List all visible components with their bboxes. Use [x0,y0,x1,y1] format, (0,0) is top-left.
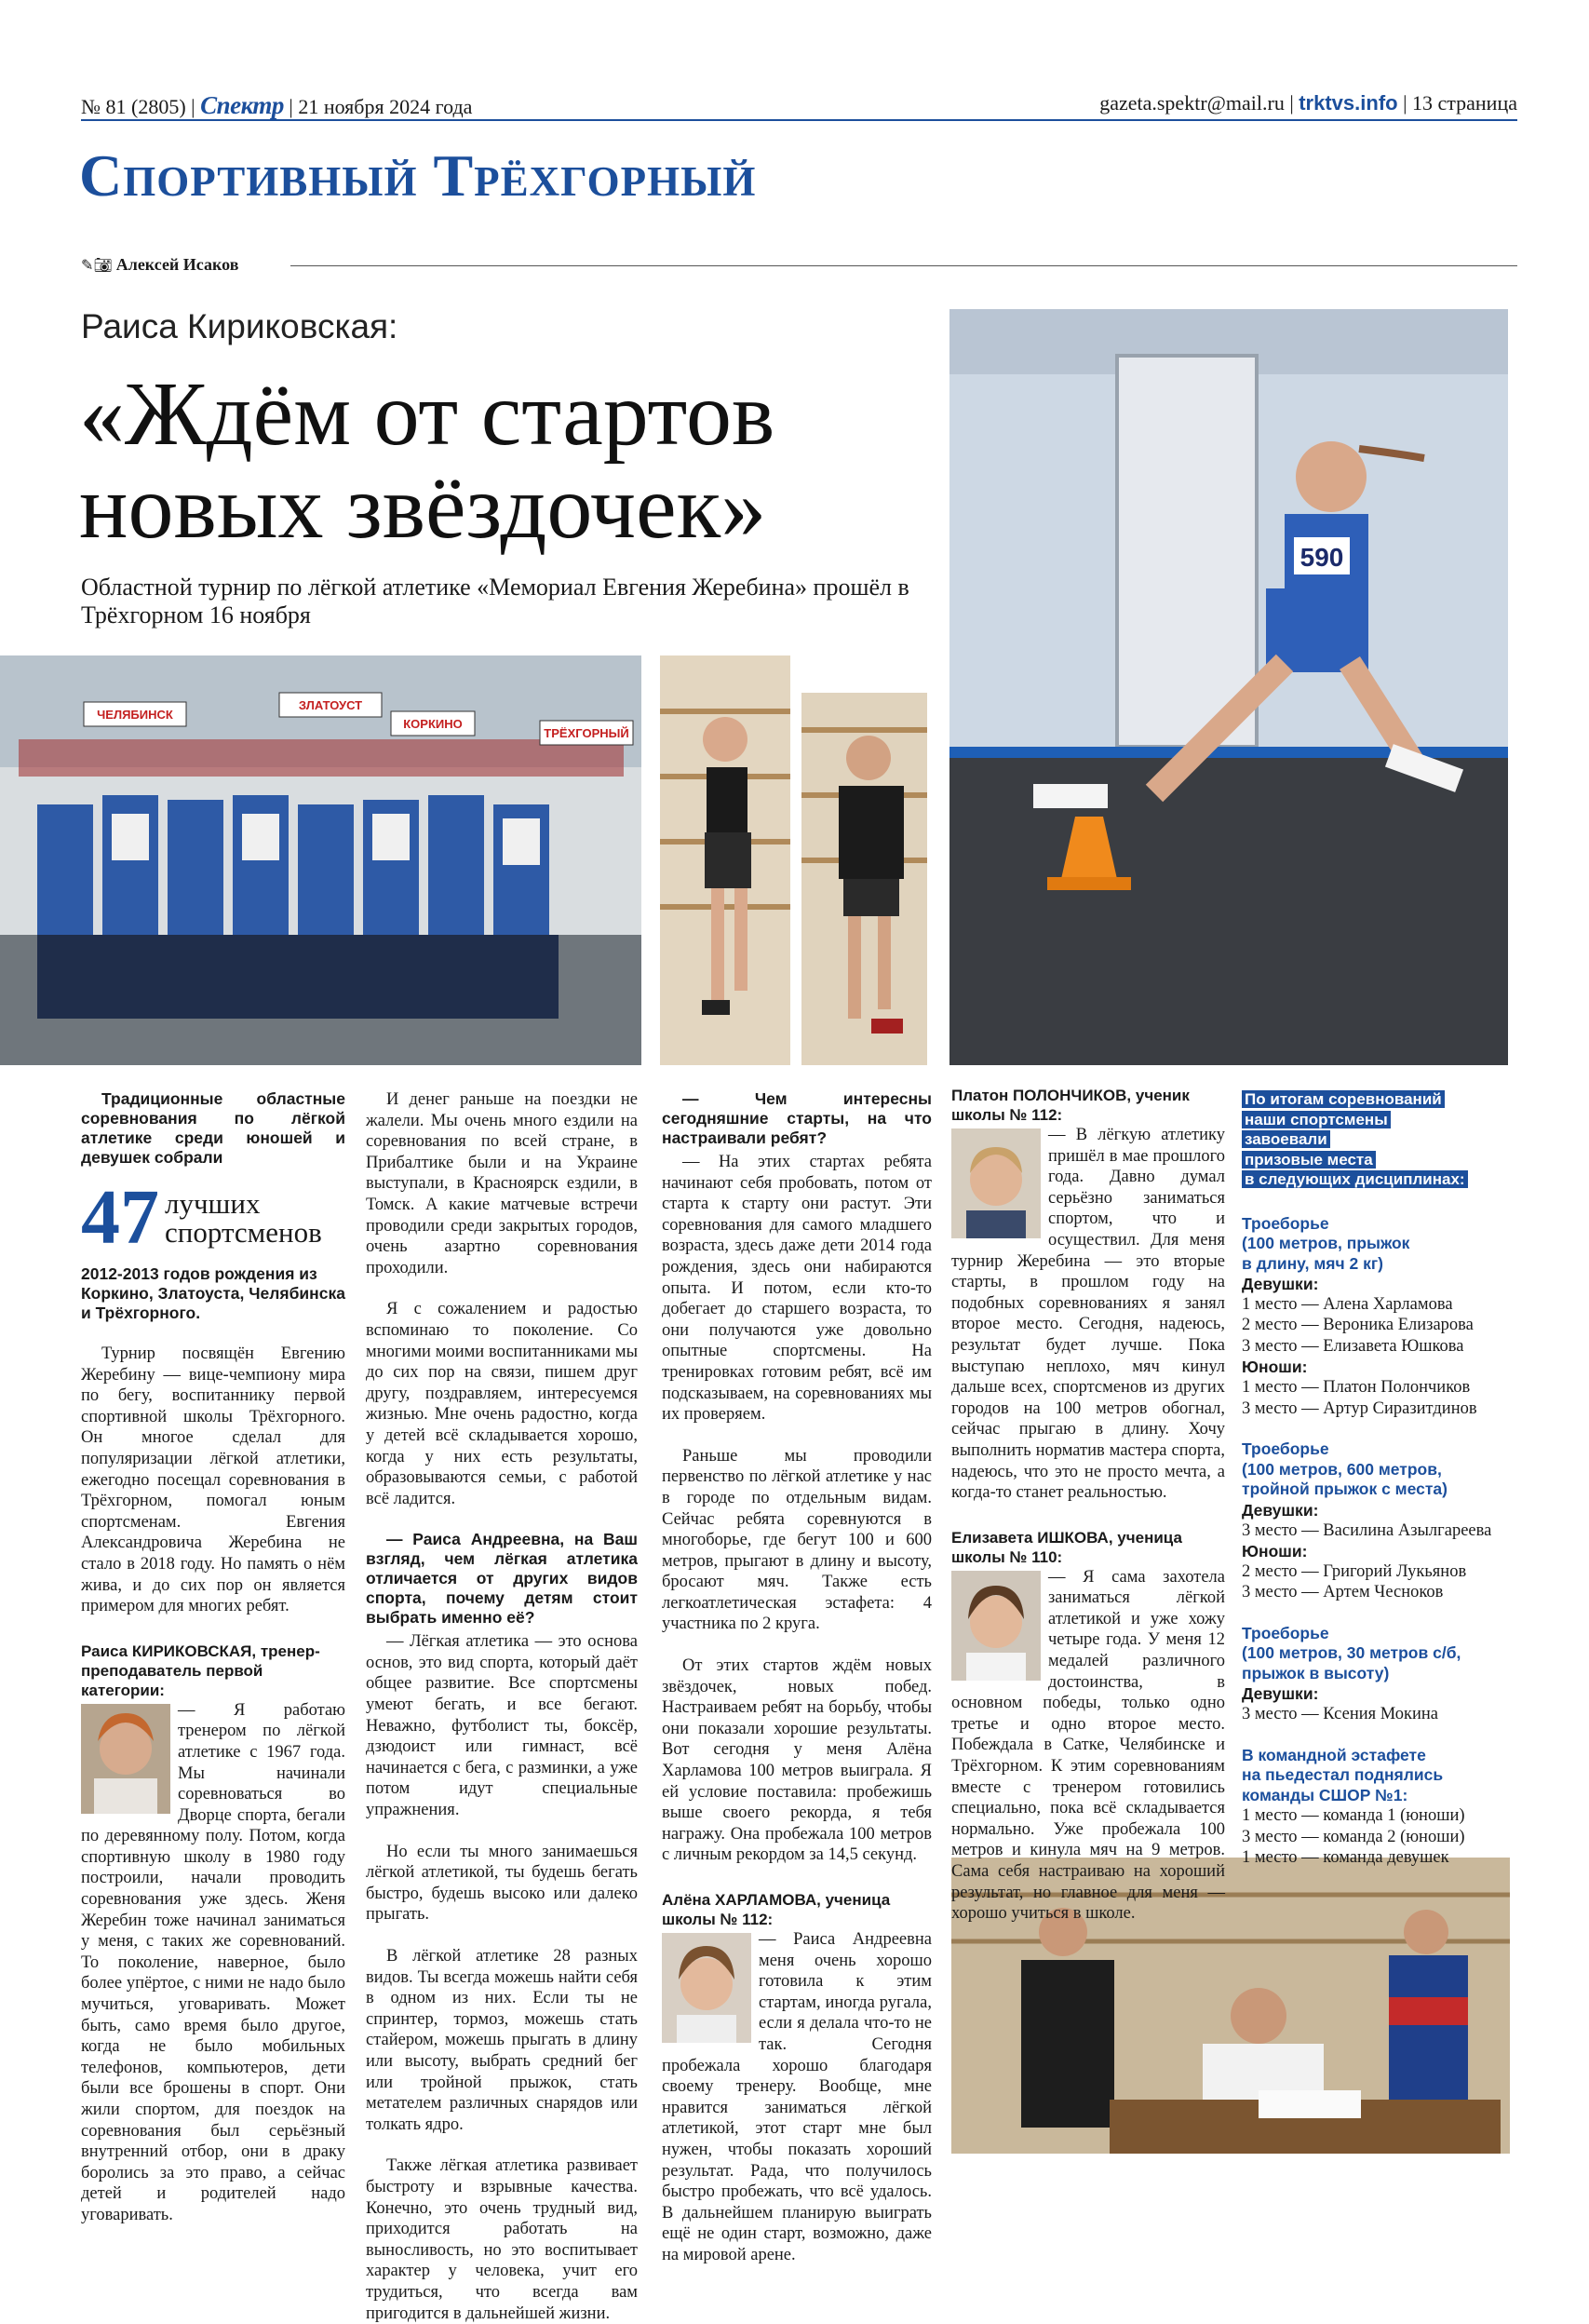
discipline-1 [1242,1214,1521,1420]
header-rule [81,119,1517,121]
contact-line: gazeta.spektr@mail.ru | trktvs.info | 13 страница [1099,91,1517,115]
paragraph: Также лёгкая атлетика развивает быстроту и взрывные качества. Конечно, это очень трудный вид, приходится работать на выносливость, но это воспитывает характер у человека, учит его трудиться, что всегда вам пригодится в дальнейшей жизни. [366,2156,638,2323]
big-number-caption: лучших спортсменов [165,1187,322,1249]
group-girls: Девушки: [1242,1500,1319,1520]
section-title: Спортивный Трёхгорный [79,142,757,209]
paragraph: — Лёгкая атлетика — это основа основ, это вид спорта, который даёт общее развитие. Все спортсмены умеют бегать, и все бегают. Неважно, футболист ты, боксёр, дзюдоист или гимнаст, всё начинается с бега, с разминки, а уже потом идут специальные упражнения. [366,1632,638,1820]
photo-parade [0,655,641,1065]
relay-line: 1 место — команда девушек [1242,1847,1449,1867]
author-row [81,255,1517,276]
relay-block [1242,1746,1521,1869]
column-1 [81,1089,345,2226]
discipline-2 [1242,1439,1521,1603]
column-3 [662,1089,932,2266]
discipline-title: Троеборье (100 метров, 600 метров, тройной прыжок с места) [1242,1439,1448,1499]
results-column [1242,1089,1521,1868]
issue-date: 21 ноября 2024 года [298,95,473,118]
result-line: 2 место — Вероника Елизарова [1242,1316,1474,1335]
paragraph: Но если ты много занимаешься лёгкой атлетикой, ты будешь бегать быстро, будешь высоко или далеко прыгать. [366,1842,638,1925]
site-link[interactable]: trktvs.info [1299,91,1398,115]
result-line: 3 место — Ксения Мокина [1242,1705,1439,1724]
question: — Чем интересны сегодняшние старты, на что настраивали ребят? [662,1089,932,1147]
discipline-title: Троеборье (100 метров, прыжок в длину, мяч 2 кг) [1242,1213,1410,1273]
big-number: 47 [81,1174,159,1261]
bib-number: 590 [1299,543,1344,572]
group-girls: Девушки: [1242,1275,1319,1293]
headline: «Ждём от стартов новых звёздочек» [79,364,775,558]
headline-kicker: Раиса Кириковская: [81,307,398,345]
speaker-kharlamova: Алёна ХАРЛАМОВА, ученица школы № 112: [662,1891,891,1928]
relay-line: 3 место — команда 2 (юноши) [1242,1827,1465,1846]
paragraph: В лёгкой атлетике 28 разных видов. Ты всегда можешь найти себя в одном из них. Если ты не спринтер, тормоз, можешь стать стайером, можешь прыгать в длину или высоту, выбрать средний бег или тройной прыжок, стать метателем различных снарядов или толкать ядро. [366,1947,638,2134]
sign-korkino: КОРКИНО [403,717,463,731]
portrait-ishkova [951,1571,1041,1681]
paragraph: Раньше мы проводили первенство по лёгкой атлетике у нас в городе по отдельным видам. Сейчас ребята соревнуются в многоборье, где бегут 100 и 600 метров, прыгают в длину и высоту, бросают мяч. Также есть легкоатлетическая эстафета: 4 участника по 2 круга. [662,1446,932,1634]
paragraph: — Раиса Андреевна меня очень хорошо готовила к этим стартам, иногда ругала, если я делала что-то не так. Сегодня пробежала хорошо благодаря своему тренеру. Вообще, мне нравится заниматься лёгкой атлетикой, этот старт мне был нужен, чтобы показать хороший результат. Рада, что получилось быстро пробежать, что всё удалось. В дальнейшем планирую выиграть ещё не один старт, возможно, даже на мировой арене. [662,1930,932,2264]
sign-trekhgorny: ТРЁХГОРНЫЙ [544,726,629,740]
paragraph: Турнир посвящён Евгению Жеребину — вице-чемпиону мира по бегу, воспитаннику первой спортивной школы Трёхгорного. Он многое сделал для популяризации лёгкой атлетики, ежегодно посещал соревнования в Трёхгорном, помогал юным спортсменам. Евгения Александровича Жеребина не стало в 2018 году. Но память о нём жива, и до сих пор он является примером для многих ребят. [81,1344,345,1616]
portrait-polonchikov [951,1128,1041,1238]
portrait-kirikovskaya [81,1704,170,1814]
lead-text: Традиционные областные соревнования по лёгкой атлетике среди юношей и девушек собрали [81,1089,345,1167]
group-boys: Юноши: [1242,1358,1308,1377]
paragraph: — На этих стартах ребята начинают себя пробовать, потом от старта к старту они растут. Эти соревнования для самого младшего возраста, здесь даже дети 2014 года рождения, здесь они набираются опыта. И потом, если кто-то добегает до старшего возраста, то они получаются уже довольно опытные спортсмены. На тренировках готовим ребят, всё им подсказываем, на соревнованиях мы их проверяем. [662,1153,932,1425]
sign-chelyabinsk: ЧЕЛЯБИНСК [97,708,173,722]
page-number: 13 страница [1412,91,1517,115]
issue-number: № 81 (2805) [81,95,186,118]
column-2 [366,1089,638,2324]
question: — Раиса Андреевна, на Ваш взгляд, чем лёгкая атлетика отличается от других видов спорта, почему детям стоит выбрать именно её? [366,1530,638,1628]
speaker-kirikovskaya: Раиса КИРИКОВСКАЯ, тренер-преподаватель первой категории: [81,1642,320,1699]
paragraph: — Я сама захотела заниматься лёгкой атлетикой и уже хожу четыре года. У меня 12 медалей различного достоинства, в основном победы, только одно третье и одно второе место. Побеждала в Сатке, Челябинске и Трёхгорном. К этим соревнованиям вместе с тренером готовились специально, пока всё складывается нормально. Уже пробежала 100 метров и кинула мяч на 9 метров. Сама себя настраиваю на хороший результат, но главное для меня — хорошо учиться в школе. [951,1567,1225,1924]
result-line: 3 место — Василина Азылгареева [1242,1520,1492,1540]
photo-sprinter-590 [949,309,1508,1065]
column-4 [951,1086,1225,1925]
relay-title: В командной эстафете на пьедестал поднялись команды СШОР №1: [1242,1745,1444,1804]
result-line: 2 место — Григорий Лукьянов [1242,1561,1467,1581]
speaker-polonchikov: Платон ПОЛОНЧИКОВ, ученик школы № 112: [951,1087,1190,1124]
subheadline: Областной турнир по лёгкой атлетике «Мемориал Евгения Жеребина» прошёл в Трёхгорном 16 ноября [81,574,909,628]
relay-line: 1 место — команда 1 (юноши) [1242,1806,1465,1826]
speaker-ishkova: Елизавета ИШКОВА, ученица школы № 110: [951,1528,1182,1566]
sign-zlatoust: ЗЛАТОУСТ [298,698,363,712]
discipline-title: Троеборье (100 метров, 30 метров с/б, прыжок в высоту) [1242,1623,1461,1682]
discipline-3 [1242,1624,1521,1725]
group-boys: Юноши: [1242,1541,1308,1561]
photo-boy-running [801,693,927,1065]
result-line: 3 место — Артем Чесноков [1242,1583,1444,1602]
result-line: 1 место — Алена Харламова [1242,1295,1453,1314]
portrait-kharlamova [662,1933,751,2043]
pencil-camera-icon: ✎📷︎ [81,256,113,274]
photo-girl-running [660,655,790,1065]
paragraph: — Я работаю тренером по лёгкой атлетике с 1967 года. Мы начинали соревноваться во Дворце спорта, бегали по деревянному полу. Потом, когда спортивную школу в 1980 году построили, начали проводить соревнования уже здесь. Женя Жеребин тоже начинал заниматься у меня, с таких же соревнований. То поколение, наверное, было более упёртое, с ними не надо было мучиться, уговаривать. Может быть, само время было другое, когда не было мобильных телефонов, компьютеров, дети были все брошены в спорт. Они жили спортом, для поездок на соревнования был серьёзный внутренний отбор, они в драку боролись за это право, а сейчас детей и родителей надо уговаривать. [81,1700,345,2224]
group-girls: Девушки: [1242,1684,1319,1704]
results-intro: По итогам соревнований наши спортсмены завоевали призовые места в следующих дисциплинах: [1242,1089,1521,1190]
paragraph: От этих стартов ждём новых звёздочек, новых побед. Настраиваем ребят на борьбу, чтобы они показали хорошие результаты. Вот сегодня у меня Алёна Харламова 100 метров выиграла. Я ей условие поставила: пробежишь выше своего рекорда, я тебя награжу. Она пробежала 100 метров с личным рекордом за 14,5 секунд. [662,1656,932,1865]
email-link[interactable]: gazeta.spektr@mail.ru [1099,91,1285,115]
paragraph: Я с сожалением и радостью вспоминаю то поколение. Со многими моими воспитанниками мы до сих пор на связи, пишем друг другу, поздравляем, интересуемся жизнью. Мне очень радостно, когда у детей всё складывается хорошо, когда у них есть результаты, образовываются семьи, с работой всё ладится. [366,1300,638,1508]
result-line: 1 место — Платон Полончиков [1242,1378,1471,1398]
issue-line: № 81 (2805) | Спектр | 21 ноября 2024 года [81,91,473,119]
big-number-block [81,1174,345,1261]
paragraph: И денег раньше на поездки не жалели. Мы очень много ездили на соревнования по всей стране, в Прибалтике были и на Украине выступали, в Красноярск ездили, в Томск. А какие матчевые встречи проводили среди закрытых городов, очень азартно соревнования проходили. [366,1090,638,1277]
paragraph: — В лёгкую атлетику пришёл в мае прошлого года. Давно думал серьёзно заниматься спортом, что и осуществил. Для меня турнир Жеребина — это вторые старты, в прошлом году на подобных соревнованиях я занял второе место. Сегодня, надеюсь, результат будет лучше. Пока выступаю неплохо, мяч кинул дальше всех, спортсменов из других городов на 100 метров обогнал, сейчас прыгаю в длину. Хочу выполнить норматив мастера спорта, надеюсь, что это не просто мечта, а когда-то станет реальностью. [951,1126,1225,1503]
author-name: Алексей Исаков [115,255,239,274]
author-rule [290,265,1517,266]
result-line: 3 место — Елизавета Юшкова [1242,1336,1464,1356]
newspaper-logo: Спектр [200,91,284,119]
result-line: 3 место — Артур Сиразитдинов [1242,1398,1477,1418]
lead-text-2: 2012-2013 годов рождения из Коркино, Златоуста, Челябинска и Трёхгорного. [81,1264,345,1322]
